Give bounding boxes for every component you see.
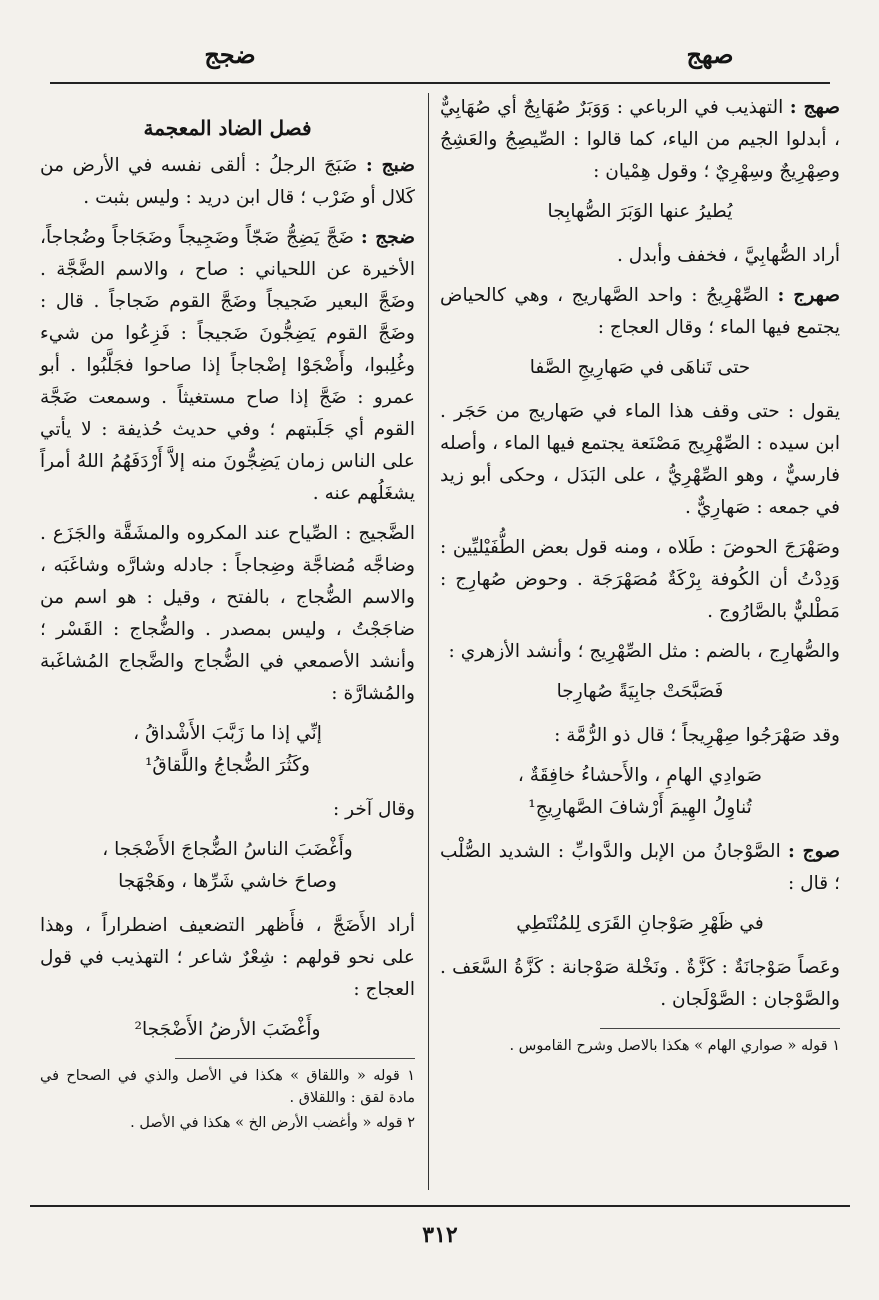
entry-paragraph (440, 720, 840, 752)
entry-text: وعَصاً صَوْجانَةٌ : كَزَّةٌ . ونَخْلة صَوْجانة : كَزَّةُ السَّعَف . والصَّوْجان : الصَّوْلَجان . (440, 957, 840, 1010)
verse-line: يُطيرُ عنها الوَبَرَ الصُّهابِجا (547, 201, 733, 222)
verse-line: فَصَبَّحَتْ جابِيَةً صُهارِجا (556, 681, 724, 702)
entry-text: الضَّجيج : الصِّياح عند المكروه والمشَقَّة والجَزَع . وضاجَّه مُضاجَّة وضِجاجاً : جادله وشارَّه وشاغَبَه ، والاسم الضُّجاج ، بالفتح ، وقيل : هو اسم من ضاجَجْتُ ، وليس بمصدر . والضُّجاج : القَسْر ؛ وأنشد الأصمعي في الضُّجاج والضَّجاج المُشاغَبة والمُشارَّة : (40, 523, 415, 704)
right-column (440, 92, 840, 1060)
verse-hemistich: تُناوِلُ الهِيمَ أَرْشافَ الصَّهارِيجِ¹ (528, 797, 752, 818)
verse-line: حتى تَناهَى في صَهارِيجِ الصَّفا (529, 357, 751, 378)
left-column-footnotes (40, 1065, 415, 1134)
entry-paragraph (440, 280, 840, 344)
footnote-rule (600, 1028, 840, 1029)
entry-text: أراد الصُّهابِيَّ ، فخفف وأبدل . (616, 245, 840, 266)
entry-text: وقال آخر : (332, 799, 415, 820)
footnote: ٢ قوله « وأغضب الأرض الخ » هكذا في الأصل . (130, 1115, 415, 1131)
right-column-entries (440, 92, 840, 1016)
running-header-right: صهج (686, 40, 734, 69)
entry-paragraph (440, 952, 840, 1016)
page-number: ٣١٢ (422, 1222, 458, 1248)
verse-hemistich: وصاحَ خاشي شَرِّها ، وهَجْهَجا (118, 871, 337, 892)
entry-headword: صهرج : (777, 285, 840, 306)
verse-couplet (440, 760, 840, 824)
entry-paragraph (440, 532, 840, 628)
verse-hemistich: صَوادِي الهامِ ، والأَحشاءُ خافِقَةٌ ، (517, 765, 763, 786)
entry-text: ضَبَجَ الرجلُ : ألقى نفسه في الأرض من كَلال أو ضَرْب ؛ قال ابن دريد : وليس بثبت . (40, 155, 415, 208)
verse-hemistich: وأَغْضَبَ الناسُ الضُّجاجَ الأَضْجَجا ، (102, 839, 353, 860)
entry-paragraph (40, 150, 415, 214)
header-rule (50, 82, 830, 84)
verse-hemistich: وكَثُرَ الضُّجاجُ واللَّقاقُ¹ (144, 755, 311, 776)
left-column-entries (40, 116, 415, 1046)
entry-text: الصَّوْجانُ من الإبل والدَّوابِّ : الشديد الصُّلْب ؛ قال : (440, 841, 840, 894)
verse-hemistich: إنِّي إذا ما زَبَّبَ الأَشْداقُ ، (133, 723, 322, 744)
entry-paragraph (440, 836, 840, 900)
entry-paragraph (40, 518, 415, 710)
verse-line: في ظَهْرِ صَوْجانِ القَرَى لِلمُنْتَطِي (516, 913, 764, 934)
left-column (40, 92, 415, 1137)
entry-headword: ضجج : (360, 227, 415, 248)
entry-paragraph (40, 222, 415, 510)
entry-paragraph (440, 396, 840, 524)
section-title: فصل الضاد المعجمة (143, 116, 312, 140)
entry-headword: صوج : (787, 841, 841, 862)
footnote: ١ قوله « واللقاق » هكذا في الأصل والذي في الصحاح في مادة لقق : واللقلاق . (40, 1068, 415, 1106)
entry-text: أراد الأَضَجَّ ، فأَظهر التضعيف اضطراراً ، وهذا على نحو قولهم : شِعْرٌ شاعر ؛ التهذيب في قول العجاج : (40, 915, 415, 1000)
entry-text: وصَهْرَجَ الحوضَ : طَلاه ، ومنه قول بعض الطُّفَيْليِّين : وَدِدْتُ أن الكُوفة بِرْكَةٌ مُصَهْرَجَة . وحوض صُهارِج : مَطْليٌّ بالصَّارُوج . (440, 537, 840, 622)
entry-text: الصِّهْرِيجُ : واحد الصَّهاريج ، وهي كالحياض يجتمع فيها الماء ؛ وقال العجاج : (440, 285, 840, 338)
entry-paragraph (440, 240, 840, 272)
running-header-left: ضجج (204, 40, 256, 69)
entry-text: والصُّهارِج ، بالضم : مثل الصِّهْرِيج ؛ وأنشد الأزهري : (448, 641, 840, 662)
verse-couplet (40, 834, 415, 898)
entry-paragraph (40, 794, 415, 826)
entry-headword: ضبج : (365, 155, 415, 176)
column-divider (428, 93, 429, 1190)
right-column-footnotes (440, 1035, 840, 1057)
footer-rule (30, 1205, 850, 1207)
entry-text: ضَجَّ يَضِجُّ ضَجّاً وضَجِيجاً وضَجَاجاً وضُجاجاً، الأخيرة عن اللحياني : صاح ، والاسم الضَّجَّة . وضَجَّ البعير ضَجيجاً وضَجَّ القوم ضَجاجاً . قال : وضَجَّ القوم يَضِجُّونَ ضَجيجاً : فَزِعُوا من شيء وغُلِبوا، وأَضْجَوْا إضْجاجاً إذا صاحوا فجَلَّبُوا . أبو عمرو : ضَجَّ إذا صاح مستغيثاً . وسمعت ضَجَّة القوم أي جَلَبتهم ؛ وفي حديث حُذيفة : لا يأتي على الناس زمان يَضِجُّونَ منه إلاَّ أَرْدَفَهُمُ اللهُ أمراً يشغَلُهم عنه . (40, 227, 415, 504)
entry-paragraph (440, 92, 840, 188)
verse-line: وأَغْضَبَ الأرضُ الأَضْجَجا² (134, 1019, 321, 1040)
entry-headword: صهج : (789, 97, 840, 118)
footnote: ١ قوله « صواري الهام » هكذا بالاصل وشرح القاموس . (509, 1038, 840, 1054)
entry-paragraph (440, 636, 840, 668)
entry-text: وقد صَهْرَجُوا صِهْرِيجاً ؛ قال ذو الرُّمَّة : (554, 725, 840, 746)
footnote-rule (175, 1058, 415, 1059)
entry-text: التهذيب في الرباعي : وَوَبَرٌ صُهَابِجٌ أي صُهَابِيٌّ ، أبدلوا الجيم من الياء، كما قالوا : الصِّيصِجُ والعَشِجُ وصِهْرِيجٌ وسِهْرِيٌ ؛ وقول هِمْيان : (440, 97, 840, 182)
verse-couplet (40, 718, 415, 782)
entry-paragraph (40, 910, 415, 1006)
entry-text: يقول : حتى وقف هذا الماء في صَهاريج من حَجَر . ابن سيده : الصِّهْرِيج مَصْنَعة يجتمع فيها الماء ، وأصله فارسيٌّ ، وهو الصِّهْرِيُّ ، على البَدَل ، وحكى أبو زيد في جمعه : صَهارِيٌّ . (440, 401, 840, 518)
